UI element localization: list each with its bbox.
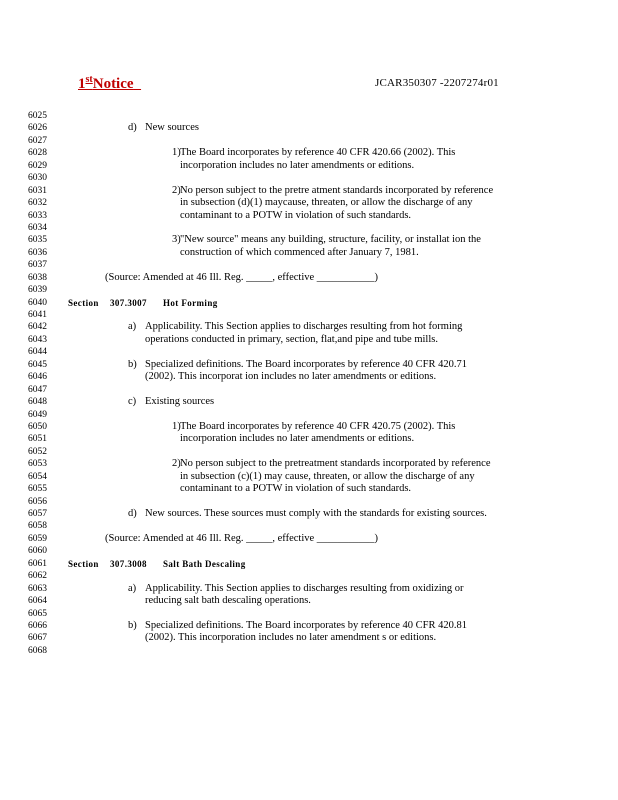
document-line (0, 620, 618, 632)
line-number: 6041 (28, 310, 47, 320)
document-line (0, 421, 618, 433)
line-text: 3) (172, 234, 181, 246)
document-line (0, 384, 618, 396)
line-number: 6038 (28, 272, 47, 283)
document-line (0, 645, 618, 657)
notice-ordinal-suffix: st (85, 74, 93, 85)
line-number: 6034 (28, 222, 47, 233)
line-number: 6046 (28, 372, 47, 383)
document-line (0, 210, 618, 222)
line-number: 6058 (28, 521, 47, 532)
document-line (0, 197, 618, 209)
line-number: 6055 (28, 484, 47, 495)
line-text: (Source: Amended at 46 Ill. Reg. _____, effective ___________) (105, 271, 379, 283)
document-line (0, 309, 618, 321)
line-text: in subsection (c)(1) may cause, threaten, or allow the discharge of any (180, 470, 475, 482)
line-number: 6043 (28, 334, 47, 345)
line-text: 2) (172, 184, 181, 196)
notice-word: Notice (92, 76, 134, 92)
document-line (0, 247, 618, 259)
document-line (0, 508, 618, 520)
line-number: 6051 (28, 434, 47, 445)
line-number: 6057 (28, 509, 47, 519)
line-text: Specialized definitions. The Board incorporates by reference 40 CFR 420.81 (145, 619, 468, 631)
line-number: 6053 (28, 459, 47, 470)
line-number: 6031 (28, 185, 47, 196)
line-text: incorporation includes no later amendments or editions. (180, 159, 415, 171)
line-text: a) (128, 582, 137, 594)
page-header (0, 74, 618, 96)
document-line (0, 334, 618, 346)
line-text: d) (128, 508, 137, 519)
document-line (0, 632, 618, 644)
line-number: 6036 (28, 247, 47, 258)
document-line (0, 545, 618, 557)
line-number: 6061 (28, 558, 47, 569)
document-line (0, 496, 618, 508)
first-notice-label (78, 74, 141, 93)
document-line (0, 346, 618, 358)
line-number: 6064 (28, 596, 47, 607)
line-number: 6028 (28, 148, 47, 159)
document-line (0, 222, 618, 234)
document-line (0, 321, 618, 333)
line-text: 307.3008 (110, 558, 147, 569)
line-number: 6056 (28, 496, 47, 507)
document-line (0, 147, 618, 159)
line-text: Specialized definitions. The Board incorporates by reference 40 CFR 420.71 (145, 358, 468, 370)
line-text: a) (128, 321, 137, 333)
document-line (0, 185, 618, 197)
document-line (0, 234, 618, 246)
line-text: No person subject to the pretreatment standards incorporated by reference (180, 458, 491, 470)
line-text: (Source: Amended at 46 Ill. Reg. _____, effective ___________) (105, 532, 379, 544)
line-number: 6050 (28, 421, 47, 432)
line-number: 6040 (28, 297, 47, 308)
document-line (0, 483, 618, 495)
line-number: 6063 (28, 583, 47, 594)
line-number: 6066 (28, 620, 47, 631)
line-text: incorporation includes no later amendments or editions. (180, 433, 415, 445)
line-text: c) (128, 396, 137, 408)
line-text: Existing sources (145, 396, 215, 408)
line-text: 1) (172, 420, 181, 432)
line-text: b) (128, 619, 137, 631)
line-text: Section (68, 297, 99, 308)
line-number: 6025 (28, 111, 47, 121)
line-number: 6060 (28, 546, 47, 557)
document-line (0, 595, 618, 607)
line-text: Applicability. This Section applies to discharges resulting from hot forming (145, 321, 463, 333)
document-line (0, 471, 618, 483)
line-number: 6044 (28, 347, 47, 358)
document-line (0, 122, 618, 134)
line-text: 1) (172, 147, 181, 159)
line-number: 6059 (28, 533, 47, 544)
document-line (0, 570, 618, 582)
line-number: 6054 (28, 471, 47, 482)
document-body (0, 110, 618, 657)
document-line (0, 371, 618, 383)
line-text: 307.3007 (110, 297, 147, 308)
document-line (0, 558, 618, 570)
line-number: 6067 (28, 633, 47, 644)
line-text: construction of which commenced after January 7, 1981. (180, 246, 419, 258)
line-number: 6037 (28, 260, 47, 271)
document-line (0, 172, 618, 184)
line-text: operations conducted in primary, section, flat,and pipe and tube mills. (145, 333, 438, 345)
line-number: 6032 (28, 198, 47, 209)
line-text: contaminant to a POTW in violation of such standards. (180, 209, 412, 221)
line-number: 6026 (28, 123, 47, 134)
document-line (0, 409, 618, 421)
line-number: 6052 (28, 446, 47, 457)
line-text: "New source" means any building, structure, facility, or installat ion the (180, 234, 481, 246)
document-line (0, 433, 618, 445)
line-number: 6062 (28, 571, 47, 582)
line-text: b) (128, 358, 137, 370)
document-line (0, 608, 618, 620)
document-id: JCAR350307 -2207274r01 (375, 77, 499, 89)
line-text: contaminant to a POTW in violation of such standards. (180, 483, 412, 495)
line-number: 6049 (28, 409, 47, 420)
line-text: in subsection (d)(1) maycause, threaten, or allow the discharge of any (180, 197, 473, 209)
line-text: The Board incorporates by reference 40 CFR 420.75 (2002). This (180, 420, 456, 432)
document-line (0, 272, 618, 284)
line-text: d) (128, 122, 137, 134)
line-text: Applicability. This Section applies to discharges resulting from oxidizing or (145, 582, 464, 594)
line-number: 6029 (28, 160, 47, 171)
line-text: New sources (145, 122, 199, 134)
line-number: 6048 (28, 397, 47, 408)
line-number: 6035 (28, 235, 47, 246)
line-text: The Board incorporates by reference 40 CFR 420.66 (2002). This (180, 147, 456, 159)
document-line (0, 359, 618, 371)
document-line (0, 110, 618, 122)
document-line (0, 297, 618, 309)
document-line (0, 446, 618, 458)
line-text: No person subject to the pretre atment standards incorporated by reference (180, 184, 494, 196)
line-number: 6045 (28, 359, 47, 370)
document-line (0, 160, 618, 172)
document-line (0, 458, 618, 470)
line-number: 6068 (28, 645, 47, 656)
line-number: 6039 (28, 285, 47, 296)
line-number: 6065 (28, 608, 47, 619)
document-line (0, 135, 618, 147)
document-line (0, 396, 618, 408)
line-text: (2002). This incorporat ion includes no later amendments or editions. (145, 371, 437, 383)
line-text: Hot Forming (163, 297, 218, 308)
document-line (0, 520, 618, 532)
line-text: 2) (172, 458, 181, 470)
line-number: 6027 (28, 135, 47, 146)
line-number: 6042 (28, 322, 47, 333)
notice-number: 1 (78, 76, 86, 92)
line-text: Section (68, 558, 99, 569)
document-line (0, 284, 618, 296)
line-text: Salt Bath Descaling (163, 558, 246, 569)
document-line (0, 259, 618, 271)
line-text: (2002). This incorporation includes no later amendment s or editions. (145, 632, 437, 644)
line-text: reducing salt bath descaling operations. (145, 595, 311, 607)
line-number: 6033 (28, 210, 47, 221)
line-number: 6030 (28, 173, 47, 184)
document-line (0, 533, 618, 545)
line-number: 6047 (28, 384, 47, 395)
document-line (0, 583, 618, 595)
line-text: New sources. These sources must comply with the standards for existing sources. (145, 508, 487, 519)
